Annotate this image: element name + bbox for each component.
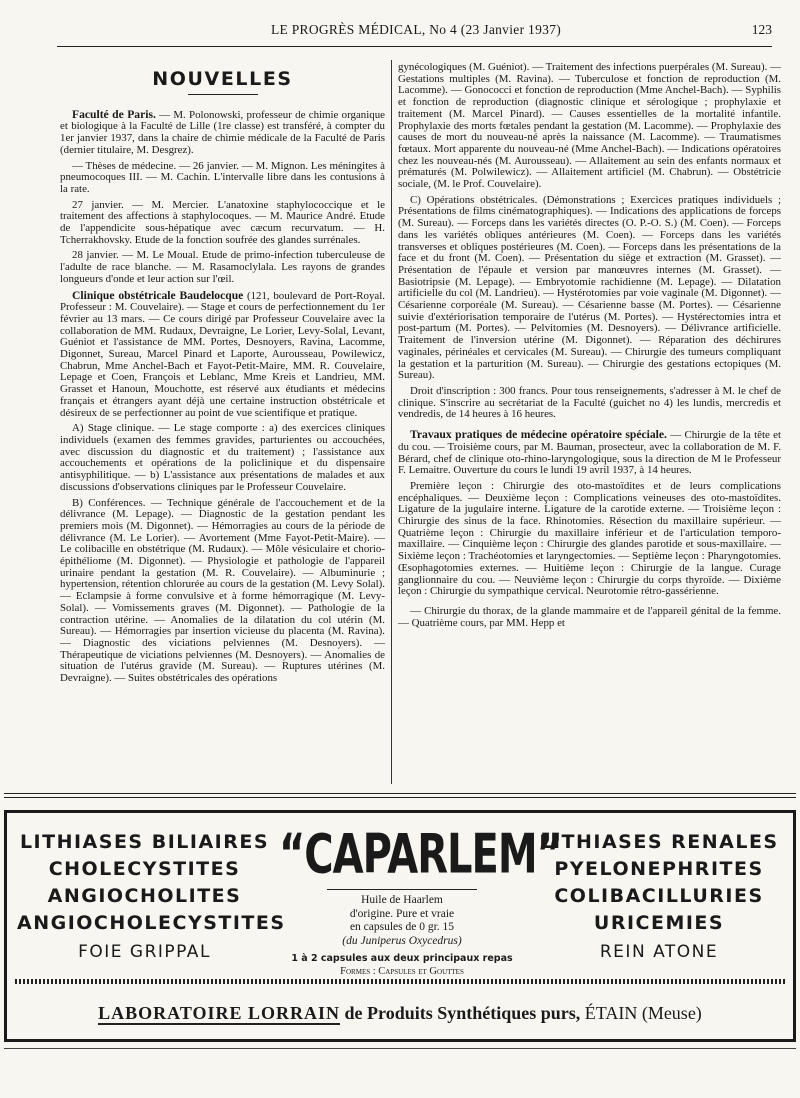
running-head (60, 22, 772, 40)
ad-hatched-band (15, 979, 785, 984)
paragraph-faculte (60, 109, 385, 157)
paragraph-27-janvier: 27 janvier. — M. Mercier. L'anatoxine staphylococcique et le traitement des affections à staphylocoques. — M. Maurice André. Etude de l'appendicite sous-hépatique avec cæcum recurvatum. — H. Tcherrakhovsky. Etude de la fonction soufrée des glandes surrénales. (60, 198, 385, 246)
laboratory-name: LABORATOIRE LORRAIN (98, 1003, 341, 1023)
page-number: 123 (751, 22, 772, 37)
paragraph-baudelocque (60, 290, 385, 420)
ad-indication: PYELONEPHRITES (554, 858, 764, 880)
paragraph-28-janvier: 28 janvier. — M. Le Moual. Etude de primo-infection tuberculeuse de l'adulte de race blanche. — M. Rasamoclylala. Les rayons de grandes longueurs d'onde et leur action sur l'œil. (60, 249, 385, 285)
ad-indication: COLIBACILLURIES (554, 885, 764, 907)
ad-description: d'origine. Pure et vraie (349, 907, 455, 920)
ad-description: (du Juniperus Oxycedrus) (342, 934, 462, 947)
paragraph-text: — Chirurgie de la tête et du cou. — Troisième cours, par M. Bauman, prosecteur, avec la collaboration de M. F. Bérard, chef de clinique oto-rhino-laryngologique, sous la direction de M le Professeur F. Lemaitre. Ouverture du cours le lundi 19 avril 1937, à 14 heures. (398, 429, 781, 477)
ad-indication: LITHIASES BILIAIRES (19, 831, 270, 853)
running-title: LE PROGRÈS MÉDICAL, No 4 (23 Janvier 1937) (270, 22, 562, 37)
footer-rule-double (4, 797, 796, 798)
ad-indication: ANGIOCHOLECYSTITES (17, 912, 286, 934)
section-title: NOUVELLES (152, 68, 293, 90)
paragraph-conferences: B) Conférences. — Technique générale de l'accouchement et de la délivrance (M. Lepage). — Diagnostic de la gestation pendant les premiers mois (M. Digonnet). — Hémorragies au cours de la période de délivrance (M. Le Lorier). — Avortement (Mme Fayot-Petit-Maire). — Le colibacille en obstétrique (M. Rudaux). — Môle vésiculaire et chorio-épithéliome (M. Digonnet). — Physiologie et pathologie de l'appareil urinaire pendant la gestation (M. R. Couvelaire). — Albuminurie ; hypertension, rétention chlorurée au cours de la gestation (M. Levy Solal). — Eclampsie à forme convulsive et à forme hémorragique (M. Levy-Solal). — Vomissements graves (M. Digonnet). — Pathologie de la contraction utérine. — Anomalies de la dilatation du col utérin (M. Sureau). — Hémorragies par insertion vicieuse du placenta (M. Ravina). — Diagnostic des viciations pelviennes (M. Desnoyers). — Thérapeutique de viciations pelviennes (M. Desnoyers). — Anomalies de situation de l'utérus gravide (M. Sureau). — Ruptures utérines (M. Devraigne). — Suites obstétricales des opérations (60, 496, 385, 685)
paragraph-thorax: — Chirurgie du thorax, de la glande mammaire et de l'appareil génital de la femme. — Quatrième cours, par MM. Hepp et (398, 604, 781, 629)
laboratory-products: de Produits Synthétiques purs, (340, 1003, 585, 1023)
laboratory-city: ÉTAIN (Meuse) (584, 1003, 702, 1023)
column-divider (391, 60, 392, 784)
paragraph-head: Clinique obstétricale Baudelocque (72, 288, 244, 302)
laboratory-line (7, 1003, 793, 1024)
title-rule (188, 94, 258, 95)
ad-indication: LITHIASES RENALES (539, 831, 779, 853)
ad-indication: CHOLECYSTITES (48, 858, 241, 880)
paragraph-text: — M. Polonowski, professeur de chimie organique et biologique à la Faculté de Lille (1re classe) est transféré, à compter du 1er janvier 1937, dans la chaire de chimie médicale de la Faculté de Paris (dernier titulaire, M. Desgrez). (60, 108, 385, 156)
ad-indication: REIN ATONE (599, 942, 719, 962)
ad-dosage: 1 à 2 capsules aux deux principaux repas (291, 953, 513, 964)
header-rule (57, 46, 772, 47)
paragraph-inscription: Droit d'inscription : 300 francs. Pour tous renseignements, s'adresser à M. le chef de clinique. S'inscrire au secrétariat de la Faculté (guichet no 4) les lundis, mercredis et vendredis, de 14 heures à 16 heures. (398, 384, 781, 421)
paragraph-stage-clinique: A) Stage clinique. — Le stage comporte : a) des exercices cliniques individuels (examen des femmes gravides, parturientes ou accouchées, avec discussion du diagnostic et du traitement) ; l'assistance aux accouchements et opérations de la policlinique et du dispensaire antisyphilitique. — b) L'assistance aux présentations de malades et aux discussions d'observations cliniques par le Professeur Couvelaire. (60, 422, 385, 493)
caparlem-advertisement (4, 810, 796, 1042)
ad-indication: ANGIOCHOLITES (47, 885, 242, 907)
paragraph-head: Travaux pratiques de médecine opératoire spéciale. (410, 428, 667, 442)
ad-indication: URICEMIES (593, 912, 725, 934)
brand-name: “CAPARLEM” (279, 823, 562, 886)
ad-center-block (279, 821, 562, 977)
ad-indication: FOIE GRIPPAL (78, 942, 211, 962)
brand-rule (327, 889, 477, 890)
paragraph-operations: C) Opérations obstétricales. (Démonstrations ; Exercices pratiques individuels ; Présentations de films cinématographiques). — Indications des applications de forceps (M. Sureau). — Forceps dans les variétés directes (O. P.-O. S.) (M. Coen). — Forceps dans les variétés obliques antérieures (M. Coen). — Forceps dans les variétés transverses et obliques postérieures (M. Coen). — Forceps dans les présentations de la face et du front (M. Coen). — Présentation du siège et extraction (M. Grasset). — Présentation de l'épaule et version par manœuvres internes (M. Grasset). — Basiotripsie (M. Lepage). — Embryotomie rachidienne (M. Lepage). — Dilatation artificielle du col (M. Landrieu). — Hystérotomies par voie vaginale (M. Digonnet). — Césarienne corporéale (M. Sureau). — Césarienne basse (M. Portes). — Césarienne suivie d'extériorisation temporaire de l'utérus (M. Portes). — Hystérectomies intra et post-partum (M. Portes). — Pelvitomies (M. Desnoyers). — Délivrance artificielle. Traitement de l'inversion utérine (M. Digonnet). — Réparation des déchirures vaginales, périnéales et cervicales (M. Sureau). — Chirurgie des tumeurs compliquant la gestation et la parturition (M. Sureau). — Chirurgie des gestations ectopiques (M. Sureau). (398, 193, 781, 382)
paragraph-travaux-pratiques (398, 429, 781, 477)
ad-right-indications (535, 829, 783, 966)
bottom-rule (4, 1048, 796, 1049)
paragraph-conferences-cont: gynécologiques (M. Guéniot). — Traitement des infections puerpérales (M. Sureau). — Gestations multiples (M. Ravina). — Tuberculose et fonction de reproduction (M. Lacomme). — Gonococci et fonction de reproduction (Mme Anchel-Bach). — Syphilis et fonction de reproduction (diagnostic clinique et sérologique ; prophylaxie et traitement (M. Marcel Pinard). — Causes essentielles de la mortalité infantile. Prophylaxie des morts fœtales pendant la gestation (M. Lacomme). — Prophylaxie des causes de mort du nouveau-né après la naissance (M. Lacomme). — Traumatismes fœtaux. Mort apparente du nouveau-né (Mme Anchel-Bach). — Indications opératoires chez les nouveau-nés (M. Aurousseau). — Allaitement au sein des enfants normaux et prématurés (M. Polwilewicz). — Allaitement artificiel (M. Chabrun). — Obstétricie sociale, (M. le Prof. Couvelaire). (398, 62, 781, 191)
paragraph-head: Faculté de Paris. (72, 107, 156, 121)
right-column (398, 62, 781, 786)
ad-description: en capsules de 0 gr. 15 (349, 921, 455, 933)
paragraph-theses: — Thèses de médecine. — 26 janvier. — M. Mignon. Les méningites à pneumocoques III. — M. Cachin. L'intervalle libre dans les contusions à la rate. (60, 159, 385, 195)
paragraph-lecons: Première leçon : Chirurgie des oto-mastoïdites et de leurs complications encéphaliques. — Deuxième leçon : Complications veineuses des oto-mastoïdites. Ligature de la jugulaire interne. Ligature de la carotide externe. — Troisième leçon : Chirurgie des sinus de la face. Rhinotomies. Résection du maxillaire supérieur. — Quatrième leçon : Chirurgie du maxillaire inférieur et de l'articulation temporo-maxillaire. — Cinquième leçon : Chirurgie des glandes parotide et sous-maxillaire. — Sixième leçon : Trachéotomies et laryngectomies. — Septième leçon : Pharyngotomies. Œsophagotomies externes. — Huitième leçon : Chirurgie de la langue. Curage ganglionnaire du cou. — Neuvième leçon : Chirurgie du corps thyroïde. — Dixième leçon : Chirurgie du sympathique cervical. Neurotomie rétro-gassérienne. (398, 479, 781, 598)
ad-formes: Formes : Capsules et Gouttes (340, 966, 464, 977)
footer-rule (4, 793, 796, 794)
ad-description: Huile de Haarlem (361, 894, 443, 906)
paragraph-text: (121, boulevard de Port-Royal. Professeur : M. Couvelaire). — Stage et cours de perfectionnement du 1er février au 13 mars. — Ce cours dirigé par Professeur Couvelaire avec la collaboration de MM. Rudaux, Devraigne, Le Lorier, Levy-Solal, Levant, Guéniot et l'assistance de MM. Portes, Desnoyers, Ravina, Lacomme, Digonnet, Sureau, Marcel Pinard et Laporte, Aurousseau, Powilewicz, Chabrun, Mme Anchel-Bach et Fayot-Petit-Maire, MM. R. Couvelaire, Lepage et Coen, François et Leblanc, Mme Kreis et Landrieu, MM. Grasset et Hanoun, Mouchotte, est réservé aux étudiants et médecins français et étrangers ayant déjà une certaine instruction obstétricale et désireux de se perfectionner au point de vue scientifique et pratique. (60, 289, 385, 419)
ad-left-indications (17, 829, 286, 966)
left-column (60, 64, 385, 782)
